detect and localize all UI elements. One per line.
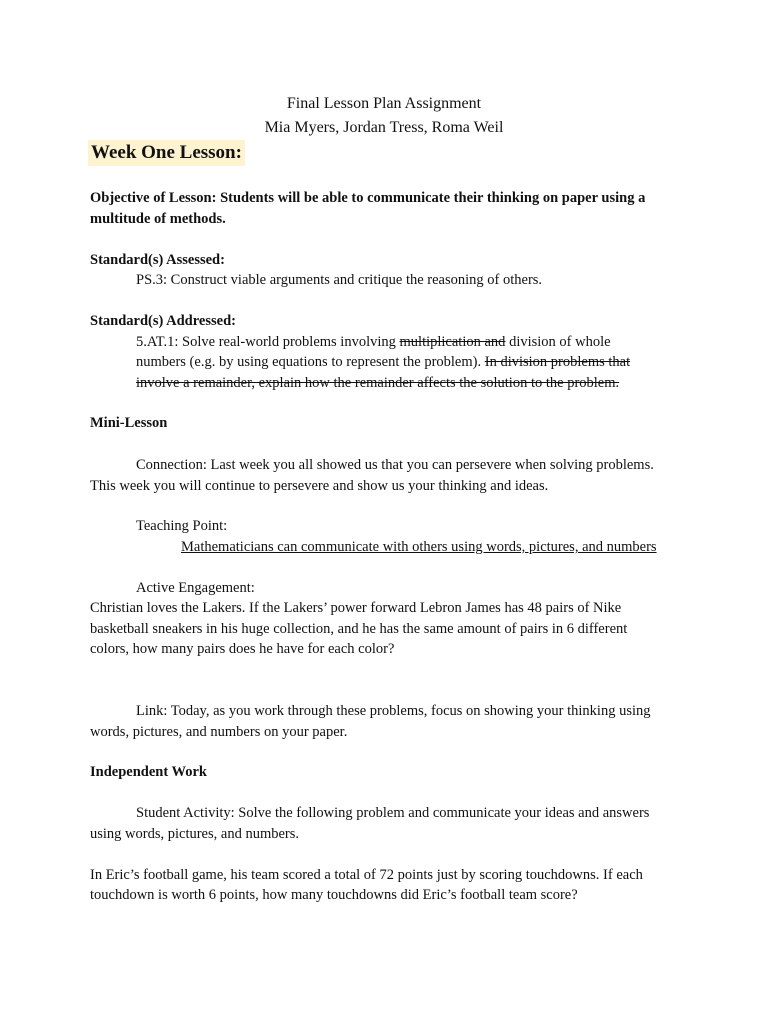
student-activity-line-2: using words, pictures, and numbers. — [90, 826, 300, 842]
standards-addressed-line-2 — [136, 354, 630, 371]
active-engagement-line-2: basketball sneakers in his huge collection, and he has the same amount of pairs in 6 different — [90, 621, 628, 637]
problem-line-2: touchdown is worth 6 points, how many touchdowns did Eric’s football team score? — [90, 887, 578, 903]
teaching-point: Mathematicians can communicate with others using words, pictures, and numbers — [181, 539, 657, 555]
document-title: Final Lesson Plan Assignment — [286, 95, 482, 112]
link-line-1: Link: Today, as you work through these problems, focus on showing your thinking using — [136, 703, 651, 719]
problem-line-1: In Eric’s football game, his team scored a total of 72 points just by scoring touchdowns. If each — [90, 867, 643, 883]
standards-assessed-item: PS.3: Construct viable arguments and critique the reasoning of others. — [136, 272, 543, 288]
active-engagement-line-3: colors, how many pairs does he have for each color? — [90, 641, 395, 657]
struck-text: multiplication and — [399, 334, 506, 350]
week-heading: Week One Lesson: — [88, 140, 245, 166]
mini-lesson-heading: Mini-Lesson — [90, 415, 168, 431]
standard-text: division of whole — [505, 334, 611, 350]
document-authors: Mia Myers, Jordan Tress, Roma Weil — [264, 119, 504, 136]
teaching-point-label: Teaching Point: — [136, 518, 228, 534]
standard-text: numbers (e.g. by using equations to represent the problem). — [136, 354, 485, 370]
link-line-2: words, pictures, and numbers on your paper. — [90, 724, 348, 740]
connection-line-1: Connection: Last week you all showed us that you can persevere when solving problems. — [136, 457, 654, 473]
active-engagement-line-1: Christian loves the Lakers. If the Lakers’ power forward Lebron James has 48 pairs of Nike — [90, 600, 622, 616]
objective-line-2: multitude of methods. — [90, 211, 226, 227]
standards-addressed-line-1 — [136, 334, 611, 351]
active-engagement-label: Active Engagement: — [136, 580, 255, 596]
independent-work-heading: Independent Work — [90, 764, 207, 780]
student-activity-line-1: Student Activity: Solve the following problem and communicate your ideas and answers — [136, 805, 650, 821]
standards-addressed-line-3: involve a remainder, explain how the remainder affects the solution to the problem. — [136, 375, 620, 391]
standards-assessed-heading: Standard(s) Assessed: — [90, 252, 225, 268]
struck-text: In division problems that — [484, 354, 631, 370]
objective-line-1: Objective of Lesson: Students will be able to communicate their thinking on paper using a — [90, 190, 646, 206]
standard-text: 5.AT.1: Solve real-world problems involving — [136, 334, 400, 350]
connection-line-2: This week you will continue to persevere and show us your thinking and ideas. — [90, 478, 549, 494]
standards-addressed-heading: Standard(s) Addressed: — [90, 313, 236, 329]
